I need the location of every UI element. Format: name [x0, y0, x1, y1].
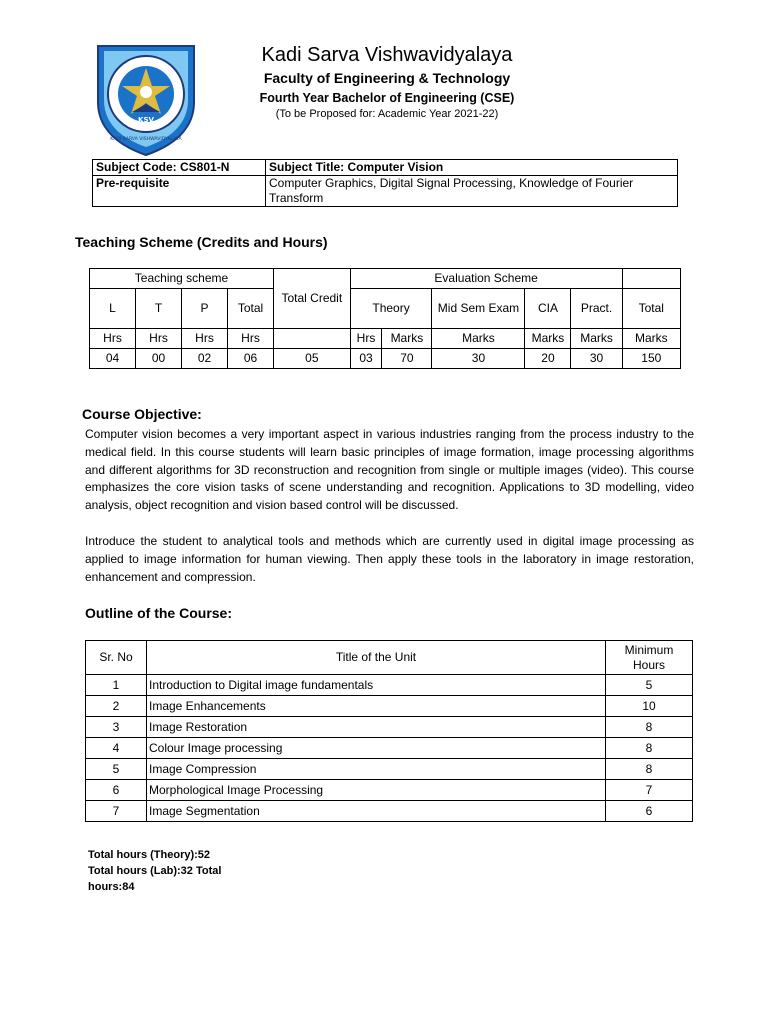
value-cell: 30	[571, 349, 622, 369]
col-midsem: Mid Sem Exam	[432, 289, 525, 329]
table-row	[86, 717, 693, 738]
col-l: L	[90, 289, 136, 329]
objective-paragraph-1: Computer vision becomes a very important aspect in various industries ranging from the process industry to the medical field. In this course students will learn basic principles of image formation, image processing algorithms and different algorithms for 3D reconstruction and recognition from single or multiple images (video). This course emphasizes the core vision tasks of scene understanding and recognition. Applications to 3D modelling, video analysis, object recognition and vision based control will be discussed.	[85, 427, 694, 513]
unit-cell: Marks	[622, 329, 680, 349]
academic-year: (To be Proposed for: Academic Year 2021-22)	[275, 108, 499, 120]
row-title: Image Compression	[147, 759, 606, 780]
row-hours: 10	[606, 696, 693, 717]
row-number: 6	[86, 780, 147, 801]
row-number: 3	[86, 717, 147, 738]
row-title: Image Enhancements	[147, 696, 606, 717]
row-title: Morphological Image Processing	[147, 780, 606, 801]
university-name: Kadi Sarva Vishwavidyalaya	[261, 44, 513, 66]
program-year: Fourth Year Bachelor of Engineering (CSE)	[259, 91, 515, 105]
unit-cell: Marks	[432, 329, 525, 349]
unit-cell: Hrs	[228, 329, 274, 349]
unit-cell: Hrs	[90, 329, 136, 349]
min-hours-header: Minimum Hours	[606, 641, 693, 675]
course-outline-table	[85, 640, 693, 822]
table-row	[86, 696, 693, 717]
row-hours: 8	[606, 717, 693, 738]
subject-table	[92, 159, 678, 207]
unit-cell: Marks	[525, 329, 571, 349]
teaching-scheme-heading: Teaching Scheme (Credits and Hours)	[75, 234, 328, 250]
subject-code: Subject Code: CS801-N	[93, 160, 266, 176]
value-cell: 04	[90, 349, 136, 369]
unit-cell: Hrs	[136, 329, 182, 349]
row-hours: 8	[606, 759, 693, 780]
total-credit-header: Total Credit	[274, 269, 351, 329]
col-eval-total: Total	[622, 289, 680, 329]
total-hours-lab: Total hours (Lab):32 Total hours:84	[88, 865, 222, 893]
row-title: Image Restoration	[147, 717, 606, 738]
col-t: T	[136, 289, 182, 329]
total-hours-block	[88, 847, 258, 895]
row-hours: 7	[606, 780, 693, 801]
table-row	[86, 780, 693, 801]
university-logo	[92, 42, 200, 158]
table-row	[86, 801, 693, 822]
value-cell: 05	[274, 349, 351, 369]
value-cell: 03	[350, 349, 382, 369]
value-cell: 150	[622, 349, 680, 369]
row-title: Introduction to Digital image fundamentals	[147, 675, 606, 696]
prerequisite-value: Computer Graphics, Digital Signal Processing, Knowledge of Fourier Transform	[266, 176, 678, 207]
row-hours: 5	[606, 675, 693, 696]
faculty-name: Faculty of Engineering & Technology	[263, 70, 511, 86]
col-total: Total	[228, 289, 274, 329]
value-cell: 20	[525, 349, 571, 369]
empty-header-cell	[622, 269, 680, 289]
col-cia: CIA	[525, 289, 571, 329]
unit-cell: Marks	[571, 329, 622, 349]
table-row	[86, 738, 693, 759]
row-hours: 6	[606, 801, 693, 822]
col-pract: Pract.	[571, 289, 622, 329]
prerequisite-label: Pre-requisite	[93, 176, 266, 207]
objective-paragraph-2: Introduce the student to analytical tools and methods which are currently used in digital image processing as applied to image information for human viewing. Then apply these tools in the laboratory in image restoration, enhancement and compression.	[85, 534, 694, 584]
svg-text:KADI SARVA VISHWAVIDYALAYA: KADI SARVA VISHWAVIDYALAYA	[110, 137, 182, 142]
unit-cell: Hrs	[182, 329, 228, 349]
subject-title: Subject Title: Computer Vision	[266, 160, 678, 176]
sr-no-header: Sr. No	[86, 641, 147, 675]
row-number: 2	[86, 696, 147, 717]
row-number: 7	[86, 801, 147, 822]
value-cell: 30	[432, 349, 525, 369]
value-cell: 00	[136, 349, 182, 369]
value-cell: 06	[228, 349, 274, 369]
row-title: Image Segmentation	[147, 801, 606, 822]
row-title: Colour Image processing	[147, 738, 606, 759]
total-hours-theory: Total hours (Theory):52	[88, 849, 211, 861]
row-hours: 8	[606, 738, 693, 759]
table-row	[86, 675, 693, 696]
table-row	[86, 759, 693, 780]
course-outline-heading: Outline of the Course:	[85, 605, 232, 621]
evaluation-scheme-header: Evaluation Scheme	[350, 269, 622, 289]
value-cell: 02	[182, 349, 228, 369]
svg-text:KSV: KSV	[138, 116, 154, 124]
unit-cell: Marks	[382, 329, 432, 349]
course-objective-heading: Course Objective:	[82, 406, 202, 422]
value-cell: 70	[382, 349, 432, 369]
row-number: 4	[86, 738, 147, 759]
col-p: P	[182, 289, 228, 329]
row-number: 5	[86, 759, 147, 780]
unit-cell-empty	[274, 329, 351, 349]
teaching-scheme-header: Teaching scheme	[90, 269, 274, 289]
teaching-scheme-table	[89, 268, 681, 369]
unit-title-header: Title of the Unit	[147, 641, 606, 675]
unit-cell: Hrs	[350, 329, 382, 349]
row-number: 1	[86, 675, 147, 696]
col-theory: Theory	[350, 289, 432, 329]
